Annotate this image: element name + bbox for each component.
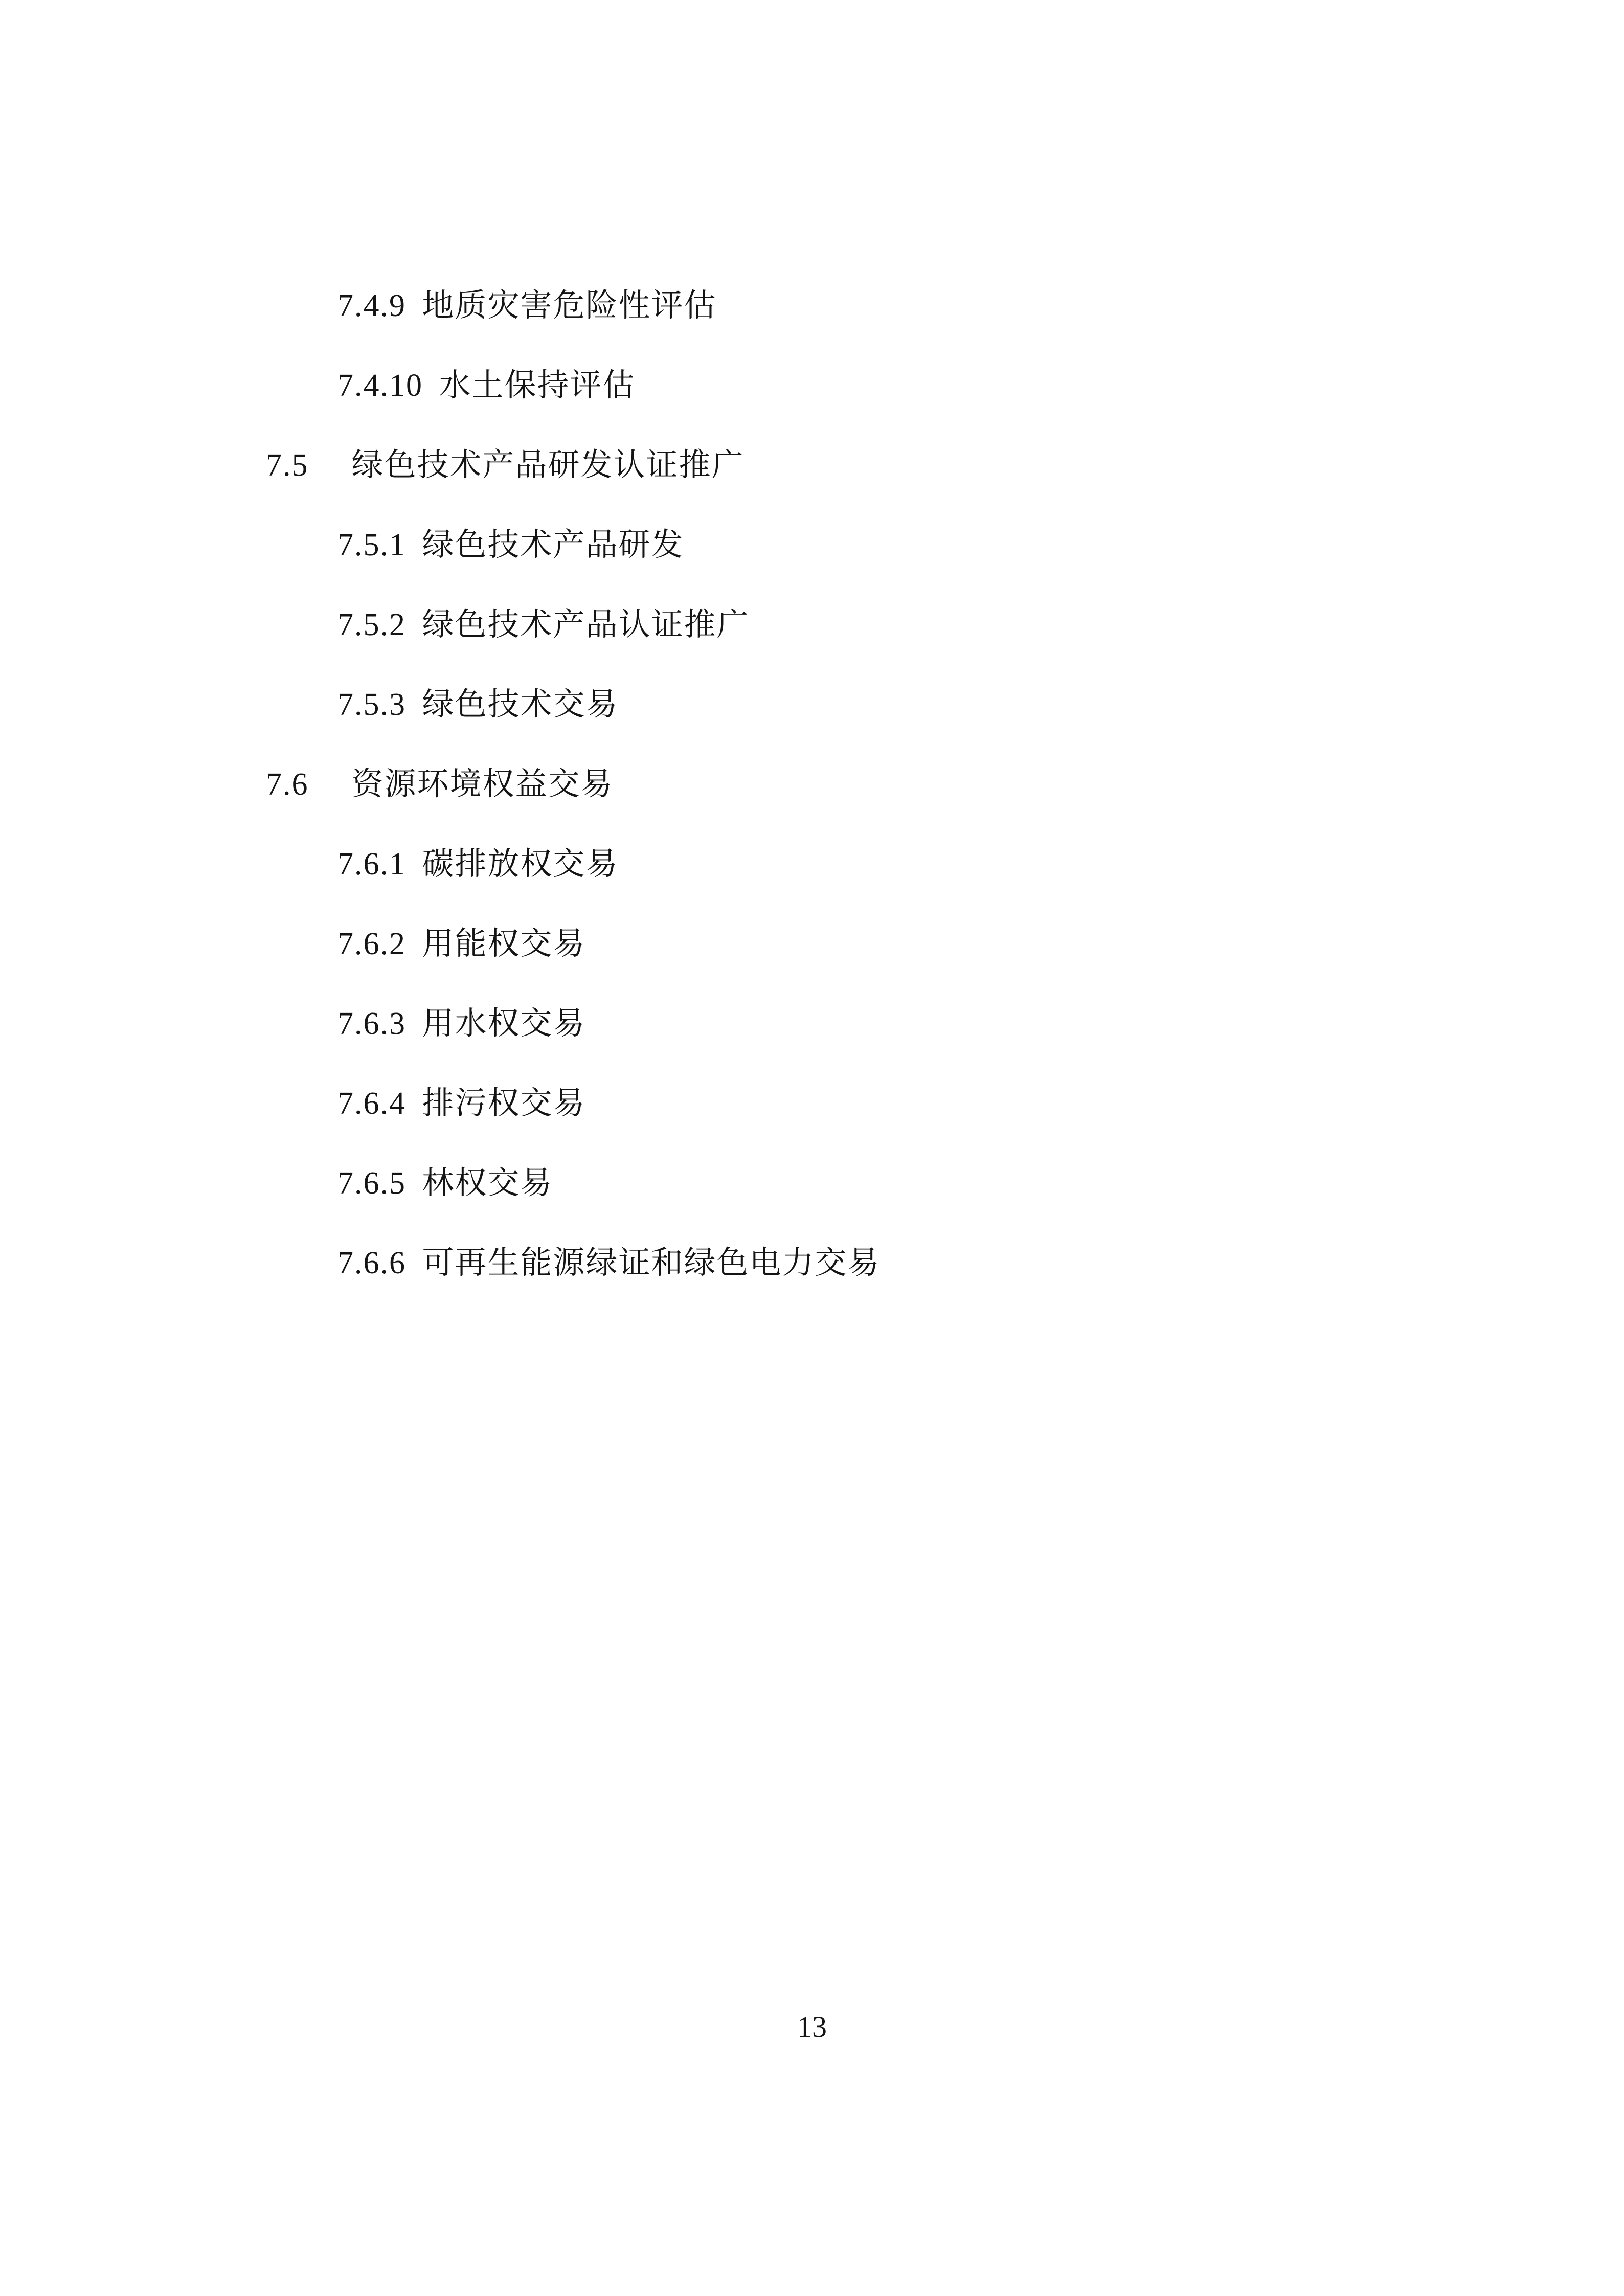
toc-entry-title: 水土保持评估 (439, 368, 636, 403)
toc-entry-number: 7.4.9 (337, 288, 406, 323)
toc-entry-title: 绿色技术产品研发 (422, 528, 684, 562)
toc-entry-number: 7.6.1 (337, 847, 406, 882)
toc-entry-number: 7.5.2 (337, 607, 406, 642)
toc-entry-title: 绿色技术产品认证推广 (422, 607, 750, 642)
toc-entry[interactable] (337, 1223, 1624, 1303)
toc-entry-title: 林权交易 (422, 1166, 553, 1201)
toc-entry-title: 资源环境权益交易 (351, 767, 614, 802)
toc-entry[interactable] (337, 346, 1624, 425)
toc-entry[interactable] (337, 1064, 1624, 1143)
toc-entry[interactable] (337, 824, 1624, 904)
toc-entry-number: 7.4.10 (337, 368, 423, 403)
toc-entry[interactable] (337, 904, 1624, 984)
toc-entry-title: 排污权交易 (422, 1086, 586, 1121)
toc-entry[interactable] (337, 1143, 1624, 1223)
toc-entry-number: 7.5.1 (337, 528, 406, 562)
toc-entry[interactable] (337, 984, 1624, 1064)
page-number: 13 (797, 2010, 827, 2043)
toc-entry-number: 7.6.5 (337, 1166, 406, 1201)
toc-entry[interactable] (266, 745, 1624, 824)
toc-entry-title: 绿色技术交易 (422, 687, 619, 722)
toc-entry[interactable] (266, 425, 1624, 505)
toc-entry-title: 用能权交易 (422, 927, 586, 961)
toc-entry[interactable] (337, 585, 1624, 665)
toc-entry[interactable] (337, 665, 1624, 745)
toc-entry-title: 用水权交易 (422, 1006, 586, 1041)
toc-entry-number: 7.6.2 (337, 927, 406, 961)
toc-entry-number: 7.6.6 (337, 1246, 406, 1280)
toc-entry-title: 碳排放权交易 (422, 847, 619, 882)
toc-entry-number: 7.5.3 (337, 687, 406, 722)
toc-entry-title: 可再生能源绿证和绿色电力交易 (422, 1246, 881, 1280)
toc-entry[interactable] (337, 505, 1624, 585)
toc-entry-number: 7.6.3 (337, 1006, 406, 1041)
toc-entry-title: 绿色技术产品研发认证推广 (351, 448, 745, 483)
toc-entry-number: 7.6.4 (337, 1086, 406, 1121)
toc-entry[interactable] (337, 266, 1624, 346)
toc-entry-number: 7.5 (266, 448, 309, 483)
table-of-contents (0, 266, 1624, 1303)
toc-entry-title: 地质灾害危险性评估 (422, 288, 717, 323)
toc-entry-number: 7.6 (266, 767, 309, 802)
